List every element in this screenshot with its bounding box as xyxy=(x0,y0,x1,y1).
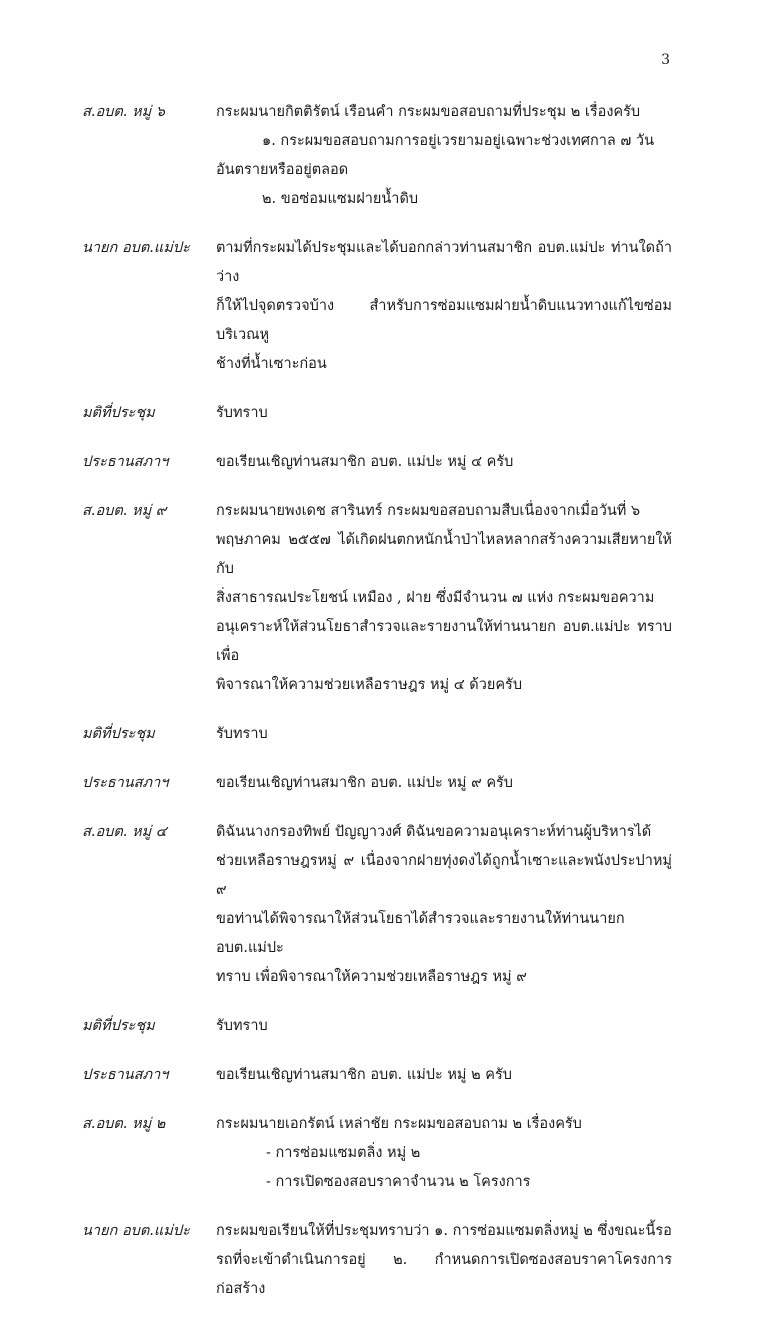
entry-content xyxy=(216,234,672,379)
content-line: อนุเคราะห์ให้ส่วนโยธาสำรวจและรายงานให้ท่านนายก อบต.แม่ปะ ทราบ เพื่อ xyxy=(216,619,672,664)
entry-content xyxy=(216,1012,672,1041)
minutes-entry xyxy=(82,448,672,477)
minutes-entry xyxy=(82,234,672,379)
minutes-entry xyxy=(82,818,672,992)
page-number: 3 xyxy=(661,52,670,68)
content-line: - การซ่อมแซมตลิ่ง หมู่ ๒ xyxy=(266,1145,421,1161)
entry-content xyxy=(216,497,672,700)
minutes-entry xyxy=(82,1061,672,1090)
content-line: รับทราบ xyxy=(216,405,268,421)
content-line: ขอเรียนเชิญท่านสมาชิก อบต. แม่ปะ หมู่ ๔ ครับ xyxy=(216,454,514,470)
content-line: ช่วยเหลือราษฎรหมู่ ๙ เนื่องจากฝายทุ่งดงได้ถูกน้ำเซาะและพนังประปาหมู่ ๙ xyxy=(216,853,672,898)
content-line: ขอเรียนเชิญท่านสมาชิก อบต. แม่ปะ หมู่ ๙ ครับ xyxy=(216,775,514,791)
content-line: รับทราบ xyxy=(216,1018,268,1034)
content-line: ทราบ เพื่อพิจารณาให้ความช่วยเหลือราษฎร หมู่ ๙ xyxy=(216,969,527,985)
entry-content xyxy=(216,98,672,214)
content-line: พิจารณาให้ความช่วยเหลือราษฎร หมู่ ๔ ด้วยครับ xyxy=(216,677,523,693)
content-line: ก็ให้ไปจุดตรวจบ้าง สำหรับการซ่อมแซมฝายน้ำดิบแนวทางแก้ไขซ่อมบริเวณหู xyxy=(216,298,672,343)
entry-content xyxy=(216,399,672,428)
content-line: ๑. กระผมขอสอบถามการอยู่เวรยามอยู่เฉพาะช่วงเทศกาล ๗ วัน xyxy=(262,133,654,149)
content-line: อันตรายหรืออยู่ตลอด xyxy=(216,162,349,178)
speaker-label: ส.อบต. หมู่ ๒ xyxy=(82,1116,166,1132)
content-line: ตามที่กระผมได้ประชุมและได้บอกกล่าวท่านสมาชิก อบต.แม่ปะ ท่านใดถ้าว่าง xyxy=(216,240,672,285)
speaker-label: มติที่ประชุม xyxy=(82,405,155,421)
minutes-entry xyxy=(82,1217,672,1304)
minutes-entry xyxy=(82,769,672,798)
minutes-entry xyxy=(82,399,672,428)
content-line: กระผมนายเอกรัตน์ เหล่าชัย กระผมขอสอบถาม ๒ เรื่องครับ xyxy=(216,1116,582,1132)
content-line: ๒. ขอซ่อมแซมฝายน้ำดิบ xyxy=(262,191,419,207)
minutes-entries xyxy=(82,98,672,1324)
content-line: ดิฉันนางกรองทิพย์ ปัญญาวงศ์ ดิฉันขอความอนุเคราะห์ท่านผู้บริหารได้ xyxy=(216,824,652,840)
minutes-entry xyxy=(82,497,672,700)
entry-content xyxy=(216,1061,672,1090)
content-line: ขอท่านได้พิจารณาให้ส่วนโยธาได้สำรวจและรายงานให้ท่านนายก อบต.แม่ปะ xyxy=(216,911,625,956)
speaker-label: นายก อบต.แม่ปะ xyxy=(82,240,190,256)
entry-content xyxy=(216,818,672,992)
speaker-label: มติที่ประชุม xyxy=(82,726,155,742)
content-line: พฤษภาคม ๒๕๕๗ ได้เกิดฝนตกหนักน้ำป่าไหลหลากสร้างความเสียหายให้กับ xyxy=(216,532,672,577)
speaker-label: ประธานสภาฯ xyxy=(82,775,169,791)
content-line: กระผมนายกิตติรัตน์ เรือนคำ กระผมขอสอบถามที่ประชุม ๒ เรื่องครับ xyxy=(216,104,641,120)
speaker-label: ส.อบต. หมู่ ๙ xyxy=(82,503,167,519)
content-line: ช้างที่น้ำเซาะก่อน xyxy=(216,356,327,372)
speaker-label: นายก อบต.แม่ปะ xyxy=(82,1223,190,1239)
speaker-label: มติที่ประชุม xyxy=(82,1018,155,1034)
minutes-entry xyxy=(82,1012,672,1041)
content-line: กระผมนายพงเดช สารินทร์ กระผมขอสอบถามสืบเนื่องจากเมื่อวันที่ ๖ xyxy=(216,503,641,519)
speaker-label: ส.อบต. หมู่ ๔ xyxy=(82,824,167,840)
content-line: รับทราบ xyxy=(216,726,268,742)
minutes-entry xyxy=(82,720,672,749)
speaker-label: ประธานสภาฯ xyxy=(82,1067,169,1083)
entry-content xyxy=(216,1110,672,1197)
entry-content xyxy=(216,720,672,749)
content-line: สิ่งสาธารณประโยชน์ เหมือง , ฝาย ซึ่งมีจำนวน ๗ แห่ง กระผมขอความ xyxy=(216,590,655,606)
content-line: กระผมขอเรียนให้ที่ประชุมทราบว่า ๑. การซ่อมแซมตลิ่งหมู่ ๒ ซึ่งขณะนี้รอ xyxy=(216,1223,672,1239)
speaker-label: ประธานสภาฯ xyxy=(82,454,169,470)
content-line: รถที่จะเข้าดำเนินการอยู่ ๒. กำหนดการเปิดซองสอบราคาโครงการก่อสร้าง xyxy=(216,1252,672,1297)
content-line: ขอเรียนเชิญท่านสมาชิก อบต. แม่ปะ หมู่ ๒ ครับ xyxy=(216,1067,512,1083)
minutes-entry xyxy=(82,98,672,214)
entry-content xyxy=(216,769,672,798)
minutes-entry xyxy=(82,1110,672,1197)
entry-content xyxy=(216,1217,672,1304)
entry-content xyxy=(216,448,672,477)
speaker-label: ส.อบต. หมู่ ๖ xyxy=(82,104,165,120)
content-line: - การเปิดซองสอบราคาจำนวน ๒ โครงการ xyxy=(266,1174,531,1190)
